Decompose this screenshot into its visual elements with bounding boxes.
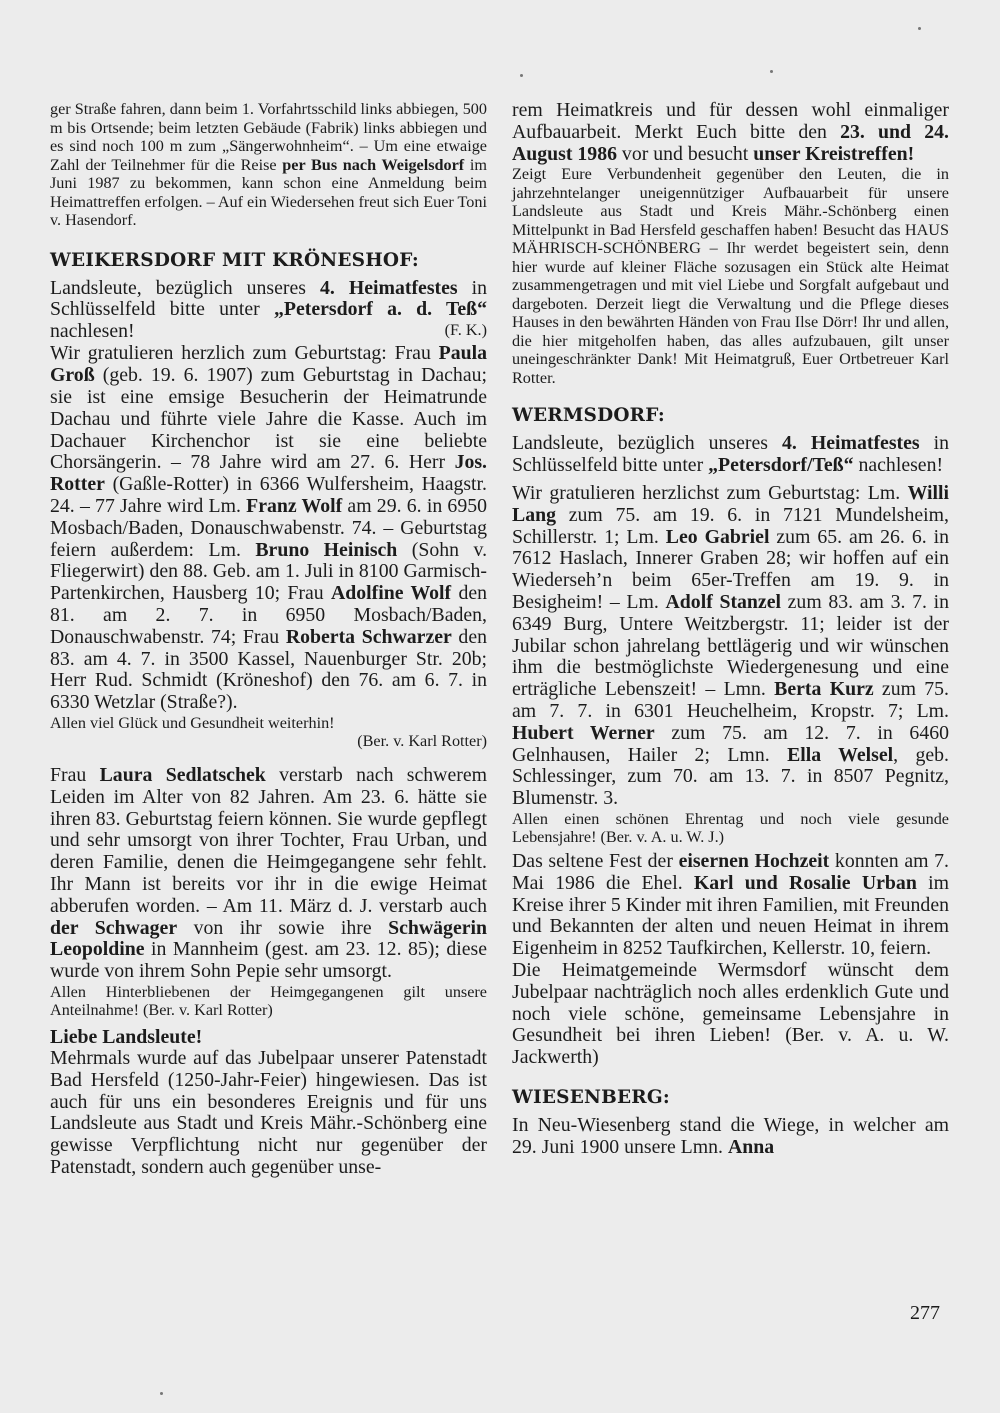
page-number: 277	[910, 1302, 940, 1324]
paragraph: Das seltene Fest der eisernen Hochzeit konnten am 7. Mai 1986 die Ehel. Karl und Rosalie Urban im Kreise ihrer 5 Kinder mit ihren Familien, mit Freunden und Bekannten der alten und neuen Heimat in ihrem Eigenheim in 8252 Taufkirchen, Kellerstr. 10, feiern.	[512, 849, 949, 960]
subheading: Liebe Landsleute!	[50, 1025, 203, 1048]
signature: (F. K.)	[444, 320, 487, 339]
emphasis: per Bus nach Weigelsdorf	[282, 155, 465, 174]
birthday-paragraph: Wir gratulieren herzlichst zum Geburtstag: Lm. Willi Lang zum 75. am 19. 6. in 7121 Mundelsheim, Schillerstr. 1; Lm. Leo Gabriel zum 65. am 26. 6. in 7612 Haslach, Innerer Graben 28; wir hoffen auf ein Wiederseh’n beim 65er-Treffen am 19. 9. in Besigheim! – Lm. Adolf Stanzel zum 83. am 3. 7. in 6349 Burg, Untere Weitzbergstr. 11; leider ist der Jubilar schon jahrelang bettlägerig und wir wünschen ihm die bestmöglichste Wiedergenesung und eine erträgliche Lebenszeit! – Lmn. Berta Kurz zum 75. am 7. 7. in 6301 Heuchelheim, Kropstr. 7; Lm. Hubert Werner zum 75. am 12. 7. in 6460 Gelnhausen, Hailer 2; Lmn. Ella Welsel, geb. Schlessinger, zum 70. am 13. 7. in 8507 Pegnitz, Blumenstr. 3.	[512, 481, 949, 810]
section-heading-weikersdorf: WEIKERSDORF MIT KRÖNESHOF:	[50, 249, 419, 271]
paragraph: Allen Hinterbliebenen der Heimgegangenen gilt unsere Anteilnahme! (Ber. v. Karl Rotter)	[50, 982, 487, 1020]
scan-speck	[918, 27, 921, 30]
section-heading-wiesenberg: WIESENBERG:	[512, 1086, 670, 1108]
emphasis: Hubert Werner	[512, 721, 655, 744]
emphasis: „Petersdorf/Teß“	[708, 454, 854, 477]
emphasis: Paula Groß	[50, 342, 487, 387]
emphasis: eisernen Hochzeit	[678, 849, 830, 872]
emphasis: Ella Welsel	[787, 743, 894, 766]
emphasis: Karl und Rosalie Urban	[693, 871, 917, 894]
paragraph: Mehrmals wurde auf das Jubelpaar unserer Patenstadt Bad Hersfeld (1250-Jahr-Feier) hingewiesen. Das ist auch für uns ein besonderes Ereignis und für uns Landsleute aus Stadt und Kreis Mähr.-Schönberg eine gewisse Verpflichtung nicht nur gegenüber der Patenstadt, sondern auch gegenüber unse-	[50, 1046, 487, 1178]
emphasis: 4. Heimatfestes	[319, 276, 458, 299]
section-heading-wermsdorf: WERMSDORF:	[512, 405, 665, 427]
emphasis: Leo Gabriel	[665, 525, 770, 548]
scan-speck	[770, 70, 773, 73]
emphasis: Adolf Stanzel	[665, 590, 781, 613]
paragraph: Die Heimatgemeinde Wermsdorf wünscht dem Jubelpaar nachträglich noch alles erdenklich Gute und noch viele schöne, gemeinsame Lebensjahre in Gesundheit bei ihren Lieben! (Ber. v. A. u. W. Jackwerth)	[512, 958, 949, 1069]
paragraph: Landsleute, bezüglich unseres 4. Heimatfestes in Schlüsselfeld bitte unter „Petersdorf/Teß“ nachlesen!	[512, 432, 949, 477]
paragraph: Allen viel Glück und Gesundheit weiterhin!	[50, 713, 335, 732]
right-column	[512, 100, 949, 1159]
left-column	[50, 100, 487, 1179]
emphasis: der Schwager	[50, 916, 178, 939]
paragraph: In Neu-Wiesenberg stand die Wiege, in welcher am 29. Juni 1900 unsere Lmn. Anna	[512, 1113, 949, 1158]
emphasis: Adolfine Wolf	[330, 582, 452, 605]
emphasis: „Petersdorf a. d. Teß“	[273, 298, 488, 321]
emphasis: Schwägerin Leopoldine	[50, 916, 487, 961]
emphasis: Anna	[727, 1135, 775, 1158]
emphasis: Laura Sedlatschek	[99, 763, 266, 786]
emphasis: 4. Heimatfestes	[781, 432, 920, 455]
emphasis: Willi Lang	[512, 481, 949, 526]
emphasis: Franz Wolf	[246, 494, 343, 517]
paragraph: Allen einen schönen Ehrentag und noch viele gesunde Lebensjahre! (Ber. v. A. u. W. J.)	[512, 809, 949, 847]
scan-speck	[160, 1392, 163, 1395]
paragraph: rem Heimatkreis und für dessen wohl einmaliger Aufbauarbeit. Merkt Euch bitte den 23. und 24. August 1986 vor und besucht unser Kreistreffen!	[512, 99, 949, 165]
emphasis: unser Kreistreffen!	[753, 142, 915, 165]
birthday-paragraph: Wir gratulieren herzlich zum Geburtstag: Frau Paula Groß (geb. 19. 6. 1907) zum Geburtstag in Dachau; sie ist eine emsige Besucherin der Heimatrunde Dachau und führte viele Jahre die Kasse. Auch im Dachauer Kirchenchor ist sie eine beliebte Chorsängerin. – 78 Jahre wird am 27. 6. Herr Jos. Rotter (Gaßle-Rotter) in 6366 Wulfersheim, Haagstr. 24. – 77 Jahre wird Lm. Franz Wolf am 29. 6. in 6950 Mosbach/Baden, Donauschwabenstr. 74. – Geburtstag feiern außerdem: Lm. Bruno Heinisch (Sohn v. Fliegerwirt) den 88. Geb. am 1. Juli in 8100 Garmisch-Partenkirchen, Hausberg 10; Frau Adolfine Wolf den 81. am 2. 7. in 6950 Mosbach/Baden, Donauschwabenstr. 74; Frau Roberta Schwarzer den 83. am 4. 7. in 3500 Kassel, Nauenburger Str. 20b; Herr Rud. Schmidt (Kröneshof) den 76. am 6. 7. in 6330 Wetzlar (Straße?).	[50, 342, 488, 714]
scan-speck	[520, 74, 523, 77]
emphasis: Roberta Schwarzer	[285, 625, 452, 648]
emphasis: Jos. Rotter	[50, 451, 487, 496]
paragraph: Zeigt Eure Verbundenheit gegenüber den Leuten, die in jahrzehntelanger uneigennütziger Aufbauarbeit für unsere Landsleute aus Stadt und Kreis Mähr.-Schönberg einen Mittelpunkt in Bad Hersfeld geschaffen haben! Besucht das HAUS MÄHRISCH-SCHÖNBERG – Ihr werdet begeistert sein, denn hier wurde auf kleiner Fläche sozusagen ein Stück alte Heimat zusammengetragen und mit viel Liebe und Sorgfalt aufgebaut und dargeboten. Derzeit liegt die Verwaltung und die Pflege dieses Hauses in den bewährten Händen von Frau Ilse Dörr! Ihr und allen, die hier mitgeholfen haben, das alles aufzubauen, gilt unser uneingeschränkter Dank! Mit Heimatgruß, Euer Ortbetreuer Karl Rotter.	[512, 165, 949, 387]
obituary-paragraph: Frau Laura Sedlatschek verstarb nach schwerem Leiden im Alter von 82 Jahren. Am 23. 6. hätte sie ihren 83. Geburtstag feiern können. Sie wurde gepflegt und sehr umsorgt von ihrer Tochter, Frau Urban, und deren Familie, denen die Heimgegangene sehr fehlt. Ihr Mann ist bereits vor ihr in die ewige Heimat abberufen worden. – Am 11. März d. J. verstarb auch der Schwager von ihr sowie ihre Schwägerin Leopoldine in Mannheim (gest. am 23. 12. 85); diese wurde von ihrem Sohn Pepie sehr umsorgt.	[50, 763, 487, 983]
intro-paragraph: ger Straße fahren, dann beim 1. Vorfahrtsschild links abbiegen, 500 m bis Ortsende; beim letzten Gebäude (Fabrik) links abbiegen und es sind noch 100 m zum „Sängerwohnheim“. – Um eine etwaige Zahl der Teilnehmer für die Reise per Bus nach Weigelsdorf im Juni 1987 zu bekommen, kann schon eine Anmeldung beim Heimattreffen erfolgen. – Auf ein Wiedersehen freut sich Euer Toni v. Hasendorf.	[50, 100, 487, 229]
credit: (Ber. v. Karl Rotter)	[357, 732, 487, 751]
emphasis: Bruno Heinisch	[255, 538, 398, 561]
paragraph: Landsleute, bezüglich unseres 4. Heimatfestes in Schlüsselfeld bitte unter „Petersdorf a. d. Teß“ nachlesen!	[50, 276, 488, 343]
emphasis: 23. und 24. August 1986	[512, 120, 949, 165]
emphasis: Berta Kurz	[774, 678, 874, 701]
